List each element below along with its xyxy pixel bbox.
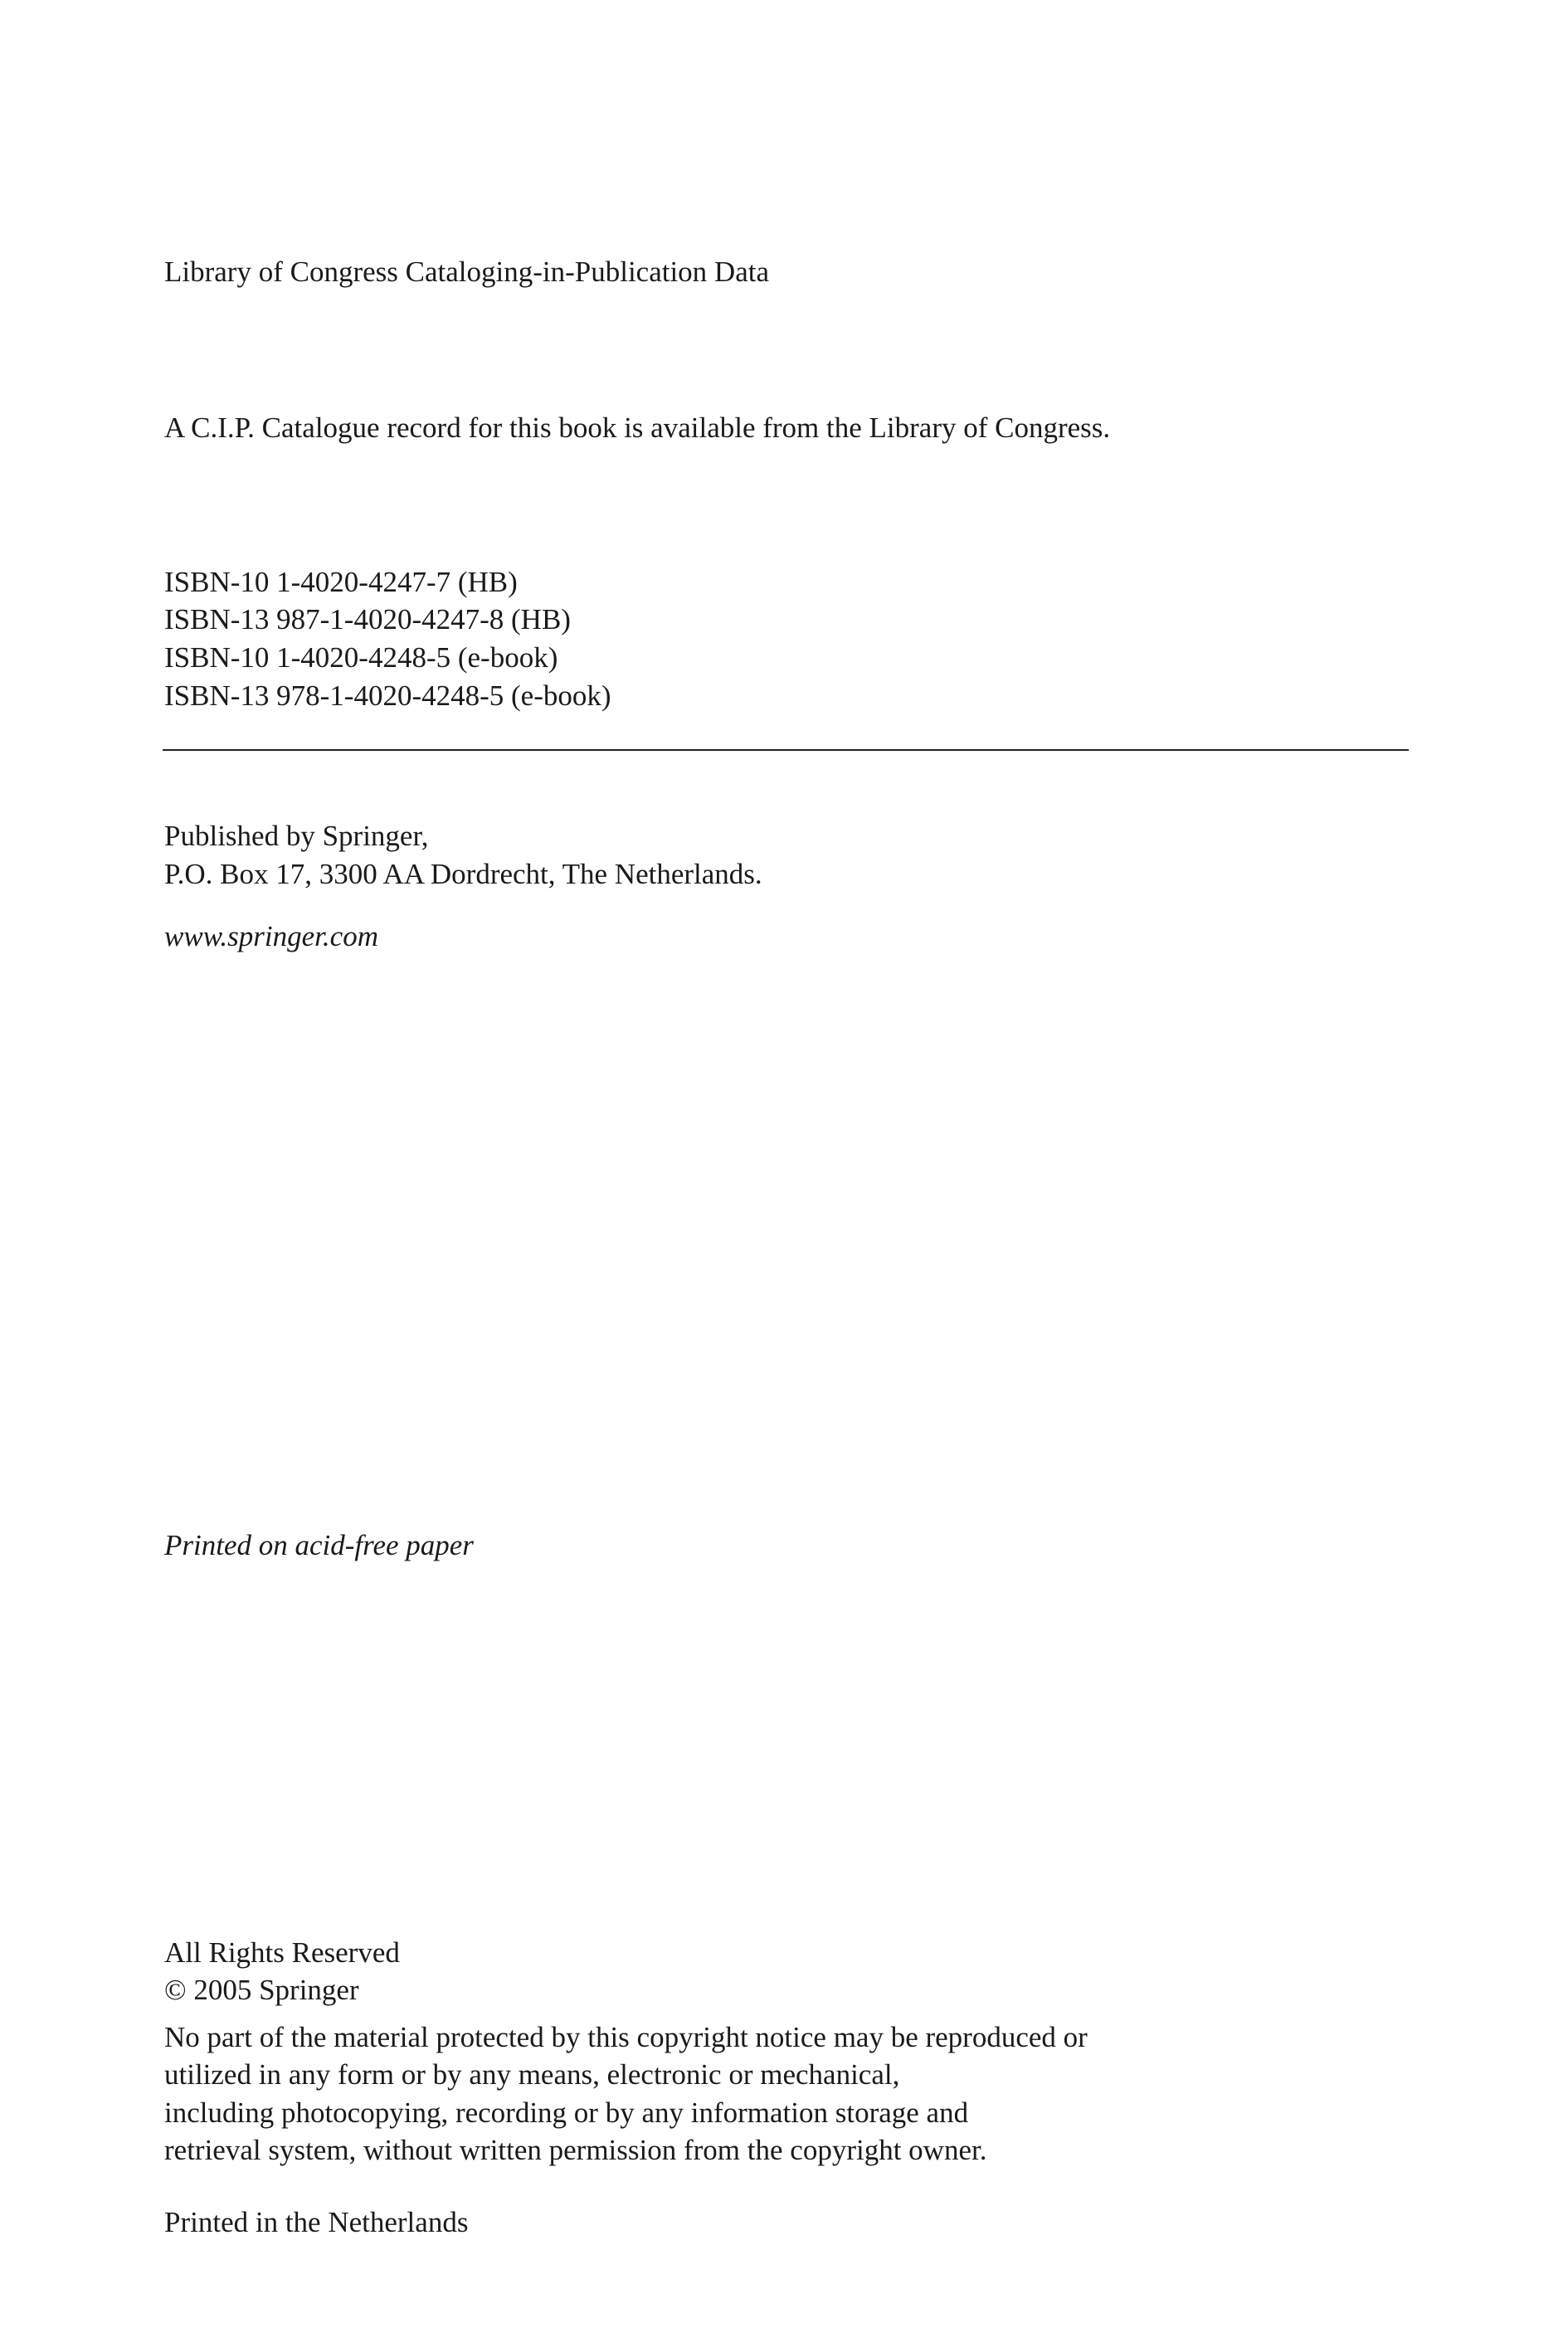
cip-record-note: A C.I.P. Catalogue record for this book is available from the Library of Congress. (164, 411, 1111, 444)
copyright-notice-line: utilized in any form or by any means, electronic or mechanical, (164, 2058, 900, 2091)
isbn-line: ISBN-13 978-1-4020-4248-5 (e-book) (164, 679, 611, 712)
copyright-notice-line: including photocopying, recording or by any information storage and (164, 2096, 969, 2129)
cip-heading: Library of Congress Cataloging-in-Publication Data (164, 256, 770, 288)
isbn-line: ISBN-10 1-4020-4247-7 (HB) (164, 566, 518, 598)
isbn-line: ISBN-10 1-4020-4248-5 (e-book) (164, 641, 558, 674)
rights-reserved: All Rights Reserved (164, 1936, 400, 1969)
publisher-name: Published by Springer, (164, 820, 429, 852)
isbn-line: ISBN-13 987-1-4020-4247-8 (HB) (164, 603, 571, 635)
copyright-line: © 2005 Springer (164, 1974, 359, 2006)
divider (163, 749, 1409, 751)
publisher-address: P.O. Box 17, 3300 AA Dordrecht, The Netherlands. (164, 858, 762, 890)
printed-in: Printed in the Netherlands (164, 2206, 469, 2238)
publisher-website: www.springer.com (164, 920, 378, 952)
copyright-notice-line: No part of the material protected by this copyright notice may be reproduced or (164, 2021, 1088, 2053)
paper-note: Printed on acid-free paper (164, 1529, 474, 1561)
copyright-notice-line: retrieval system, without written permission from the copyright owner. (164, 2134, 987, 2166)
